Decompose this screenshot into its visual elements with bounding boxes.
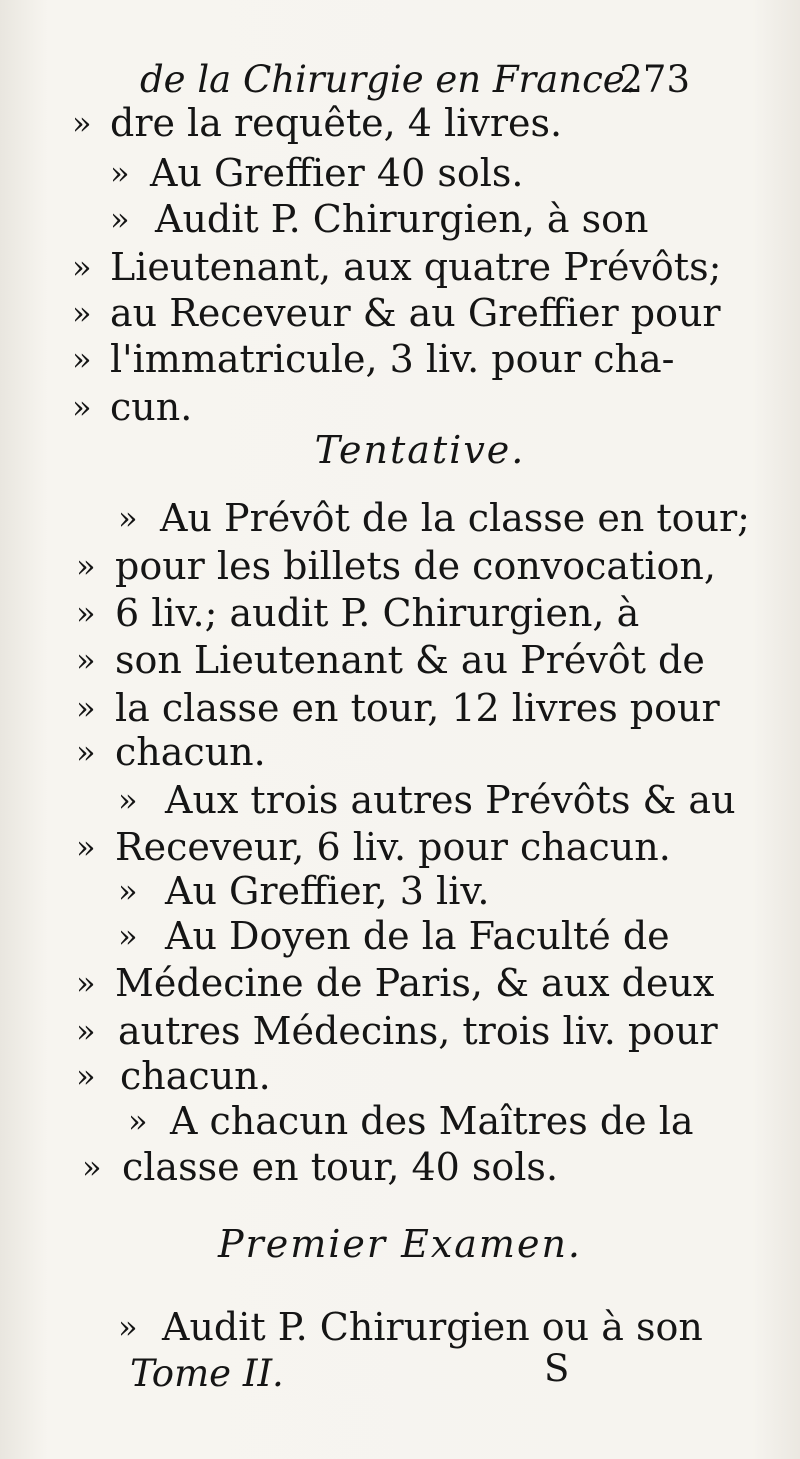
text-line xyxy=(0,541,800,591)
line-text: A chacun des Maîtres de la xyxy=(170,1099,694,1143)
text-line xyxy=(0,382,800,432)
signature-mark: S xyxy=(544,1347,570,1390)
line-text: classe en tour, 40 sols. xyxy=(122,1145,559,1189)
text-line xyxy=(0,683,800,733)
line-text: Au Prévôt de la classe en tour; xyxy=(160,496,750,540)
line-text: Au Greffier, 3 liv. xyxy=(165,869,490,913)
line-text: Lieutenant, aux quatre Prévôts; xyxy=(110,245,722,289)
text-line xyxy=(0,727,800,777)
text-line xyxy=(0,242,800,292)
text-line xyxy=(0,866,800,916)
text-line xyxy=(0,958,800,1008)
line-text: Médecine de Paris, & aux deux xyxy=(115,961,715,1005)
quote-mark: » xyxy=(72,294,92,332)
quote-mark: » xyxy=(118,1308,138,1346)
quote-mark: » xyxy=(118,499,138,537)
quote-mark: » xyxy=(76,1012,96,1050)
text-line xyxy=(0,822,800,872)
quote-mark: » xyxy=(82,1148,102,1186)
quote-mark: » xyxy=(72,340,92,378)
line-text: Audit P. Chirurgien ou à son xyxy=(162,1305,703,1349)
line-text: son Lieutenant & au Prévôt de xyxy=(115,638,705,682)
line-text: chacun. xyxy=(115,730,266,774)
running-title: de la Chirurgie en France. xyxy=(140,58,637,101)
line-text: Aux trois autres Prévôts & au xyxy=(165,778,736,822)
text-line xyxy=(0,493,800,543)
quote-mark: » xyxy=(118,781,138,819)
quote-mark: » xyxy=(76,733,96,771)
quote-mark: » xyxy=(76,964,96,1002)
text-line xyxy=(0,775,800,825)
quote-mark: » xyxy=(76,594,96,632)
quote-mark: » xyxy=(76,641,96,679)
line-text: pour les billets de convocation, xyxy=(115,544,716,588)
quote-mark: » xyxy=(110,154,130,192)
line-text: cun. xyxy=(110,385,193,429)
quote-mark: » xyxy=(72,104,92,142)
quote-mark: » xyxy=(110,200,130,238)
text-line xyxy=(0,588,800,638)
line-text: Au Greffier 40 sols. xyxy=(150,151,524,195)
text-line xyxy=(0,1142,800,1192)
text-line xyxy=(0,1006,800,1056)
line-text: autres Médecins, trois liv. pour xyxy=(118,1009,718,1053)
page-number: 273 xyxy=(619,58,690,101)
line-text: au Receveur & au Greffier pour xyxy=(110,291,721,335)
text-line xyxy=(0,148,800,198)
line-text: Audit P. Chirurgien, à son xyxy=(155,197,649,241)
line-text: chacun. xyxy=(120,1054,271,1098)
line-text: l'immatricule, 3 liv. pour cha- xyxy=(110,337,675,381)
quote-mark: » xyxy=(128,1102,148,1140)
volume-label: Tome II. xyxy=(130,1352,284,1395)
line-text: Receveur, 6 liv. pour chacun. xyxy=(115,825,671,869)
line-text: 6 liv.; audit P. Chirurgien, à xyxy=(115,591,640,635)
section-heading: Premier Examen. xyxy=(217,1222,583,1266)
text-line xyxy=(0,1302,800,1352)
quote-mark: » xyxy=(72,388,92,426)
line-text: la classe en tour, 12 livres pour xyxy=(115,686,720,730)
line-text: dre la requête, 4 livres. xyxy=(110,101,563,145)
text-line xyxy=(0,1096,800,1146)
text-line xyxy=(0,288,800,338)
quote-mark: » xyxy=(76,828,96,866)
quote-mark: » xyxy=(76,1057,96,1095)
text-line xyxy=(0,334,800,384)
text-line xyxy=(0,194,800,244)
quote-mark: » xyxy=(72,248,92,286)
text-line xyxy=(0,1051,800,1101)
quote-mark: » xyxy=(118,872,138,910)
text-line xyxy=(0,635,800,685)
quote-mark: » xyxy=(76,689,96,727)
section-heading: Tentative. xyxy=(314,428,526,472)
line-text: Au Doyen de la Faculté de xyxy=(165,914,670,958)
text-line xyxy=(0,98,800,148)
quote-mark: » xyxy=(76,547,96,585)
quote-mark: » xyxy=(118,917,138,955)
text-line xyxy=(0,911,800,961)
